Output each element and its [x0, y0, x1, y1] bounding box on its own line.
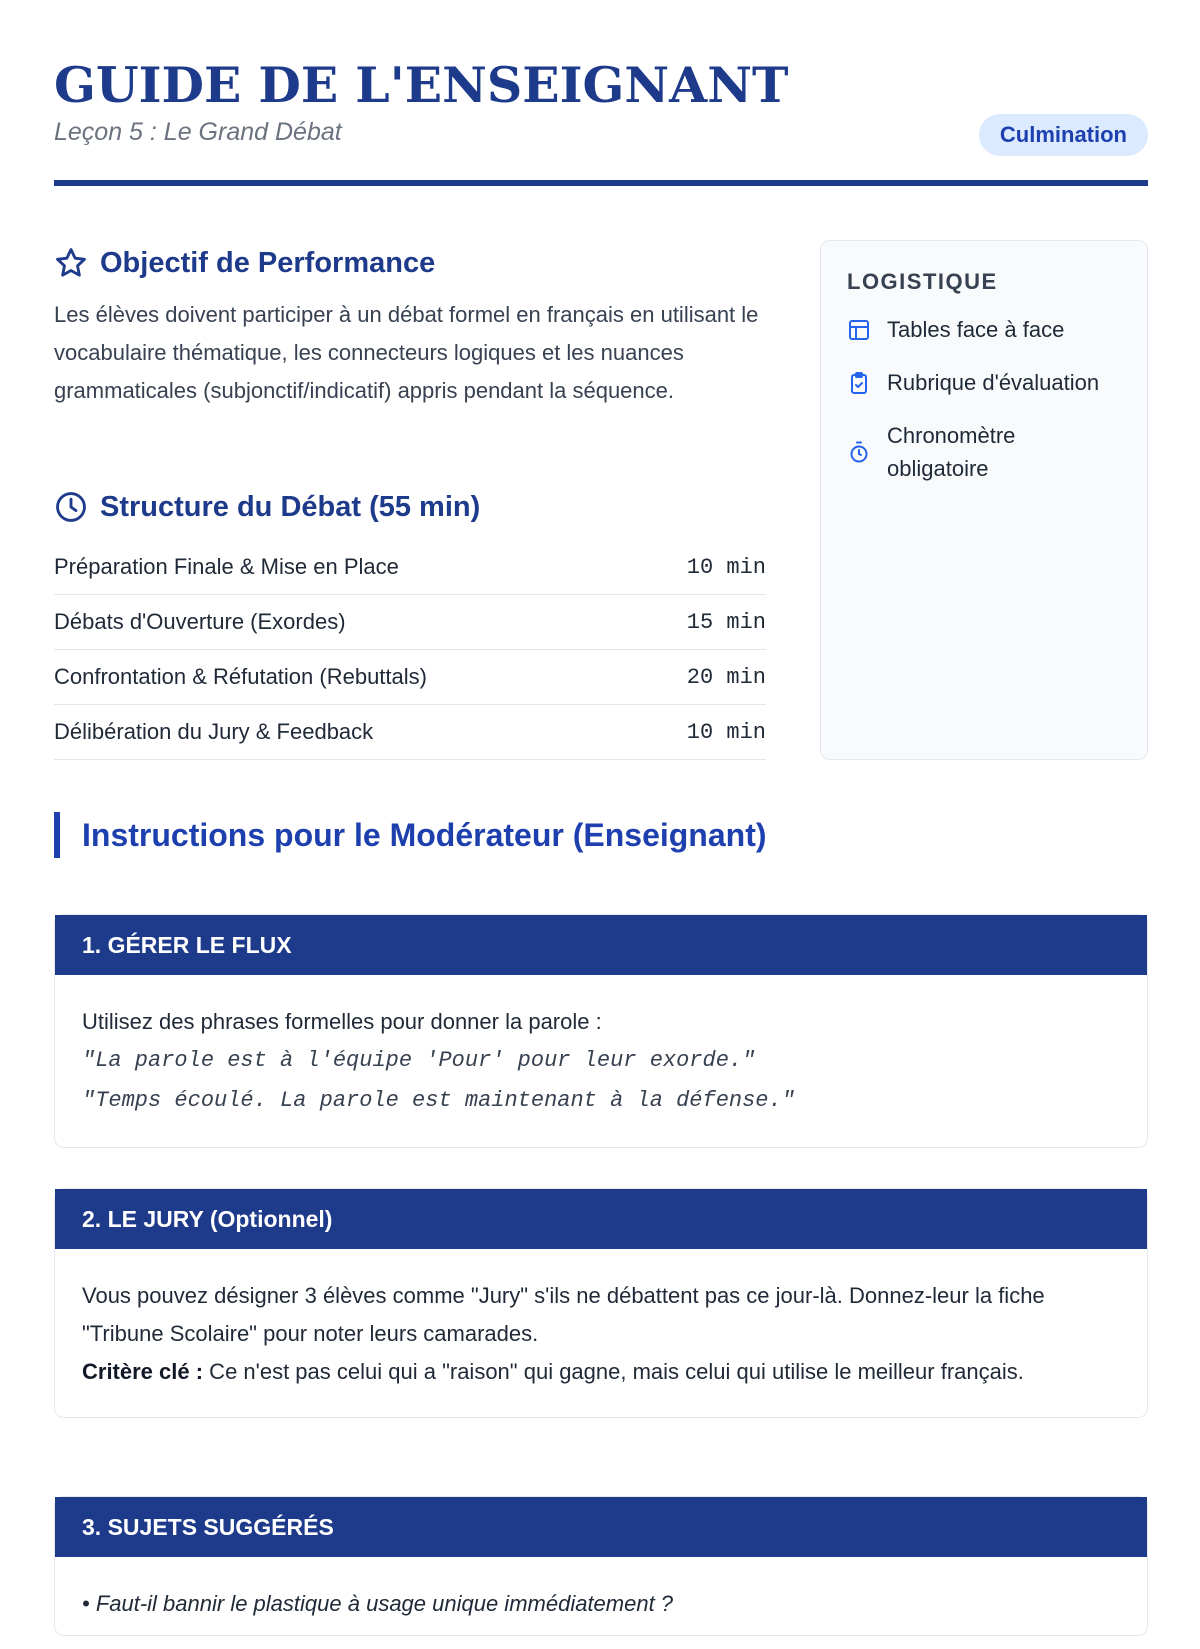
page-header	[54, 0, 1148, 186]
instructions-heading-row	[54, 812, 767, 858]
table-row	[54, 650, 766, 705]
stopwatch-icon	[847, 440, 871, 464]
card-text: Vous pouvez désigner 3 élèves comme "Jury" s'ils ne débattent pas ce jour-là. Donnez-leur la fiche "Tribune Scolaire" pour noter leurs camarades.	[82, 1283, 1045, 1346]
list-item	[847, 313, 1121, 346]
card-body	[55, 1557, 1147, 1649]
table-row	[54, 705, 766, 760]
objective-heading-row	[54, 240, 766, 286]
lesson-subtitle: Leçon 5 : Le Grand Débat	[54, 118, 342, 146]
left-column	[54, 240, 766, 745]
list-item: • Faut-il bannir le plastique à usage unique immédiatement ?	[82, 1591, 674, 1616]
card-title: 3. SUJETS SUGGÉRÉS	[55, 1497, 1147, 1557]
logistics-label: Rubrique d'évaluation	[887, 370, 1100, 395]
status-badge: Culmination	[979, 114, 1148, 156]
key-text: Ce n'est pas celui qui a "raison" qui gagne, mais celui qui utilise le meilleur français.	[203, 1359, 1024, 1384]
table-row	[54, 540, 766, 595]
clipboard-check-icon	[847, 371, 871, 395]
debate-structure	[54, 484, 766, 760]
topics-list	[82, 1585, 1120, 1623]
clock-icon	[54, 490, 88, 524]
card-title: 1. GÉRER LE FLUX	[55, 915, 1147, 975]
table-layout-icon	[847, 318, 871, 342]
card-intro: Utilisez des phrases formelles pour donner la parole :	[82, 1009, 602, 1034]
card-body	[55, 975, 1147, 1147]
card-title: 2. LE JURY (Optionnel)	[55, 1189, 1147, 1249]
row-duration: 20 min	[686, 664, 766, 690]
instructions-heading: Instructions pour le Modérateur (Enseignant)	[82, 816, 767, 853]
logistics-card	[820, 240, 1148, 760]
row-label: Délibération du Jury & Feedback	[54, 719, 374, 744]
star-icon	[54, 246, 88, 280]
instruction-card-jury	[54, 1188, 1148, 1418]
structure-heading: Structure du Débat (55 min)	[100, 490, 481, 523]
row-duration: 10 min	[686, 554, 766, 580]
structure-table	[54, 540, 766, 760]
row-duration: 10 min	[686, 719, 766, 745]
objective-heading: Objectif de Performance	[100, 246, 436, 279]
quote-line: "Temps écoulé. La parole est maintenant à la défense."	[82, 1088, 795, 1113]
teacher-guide-page	[54, 0, 1148, 1616]
header-divider	[54, 180, 1148, 186]
instruction-card-topics	[54, 1496, 1148, 1636]
logistics-heading: LOGISTIQUE	[847, 269, 998, 294]
key-criterion	[82, 1353, 1120, 1391]
page-title: GUIDE DE L'ENSEIGNANT	[54, 56, 789, 114]
logistics-list	[847, 313, 1121, 485]
structure-heading-row	[54, 484, 766, 530]
row-label: Préparation Finale & Mise en Place	[54, 554, 399, 579]
row-label: Débats d'Ouverture (Exordes)	[54, 609, 346, 634]
logistics-label: Tables face à face	[887, 317, 1065, 342]
instruction-card-flow	[54, 914, 1148, 1148]
key-label: Critère clé :	[82, 1359, 204, 1384]
card-body	[55, 1249, 1147, 1417]
row-duration: 15 min	[686, 609, 766, 635]
list-item	[847, 366, 1121, 399]
quote-line: "La parole est à l'équipe 'Pour' pour leur exorde."	[82, 1048, 756, 1073]
logistics-label: Chronomètre obligatoire	[887, 423, 1016, 481]
row-label: Confrontation & Réfutation (Rebuttals)	[54, 664, 427, 689]
objective-text: Les élèves doivent participer à un débat formel en français en utilisant le vocabulaire thématique, les connecteurs logiques et les nuances grammaticales (subjonctif/indicatif) appris pendant la séquence.	[54, 302, 759, 403]
list-item	[847, 419, 1121, 485]
table-row	[54, 595, 766, 650]
